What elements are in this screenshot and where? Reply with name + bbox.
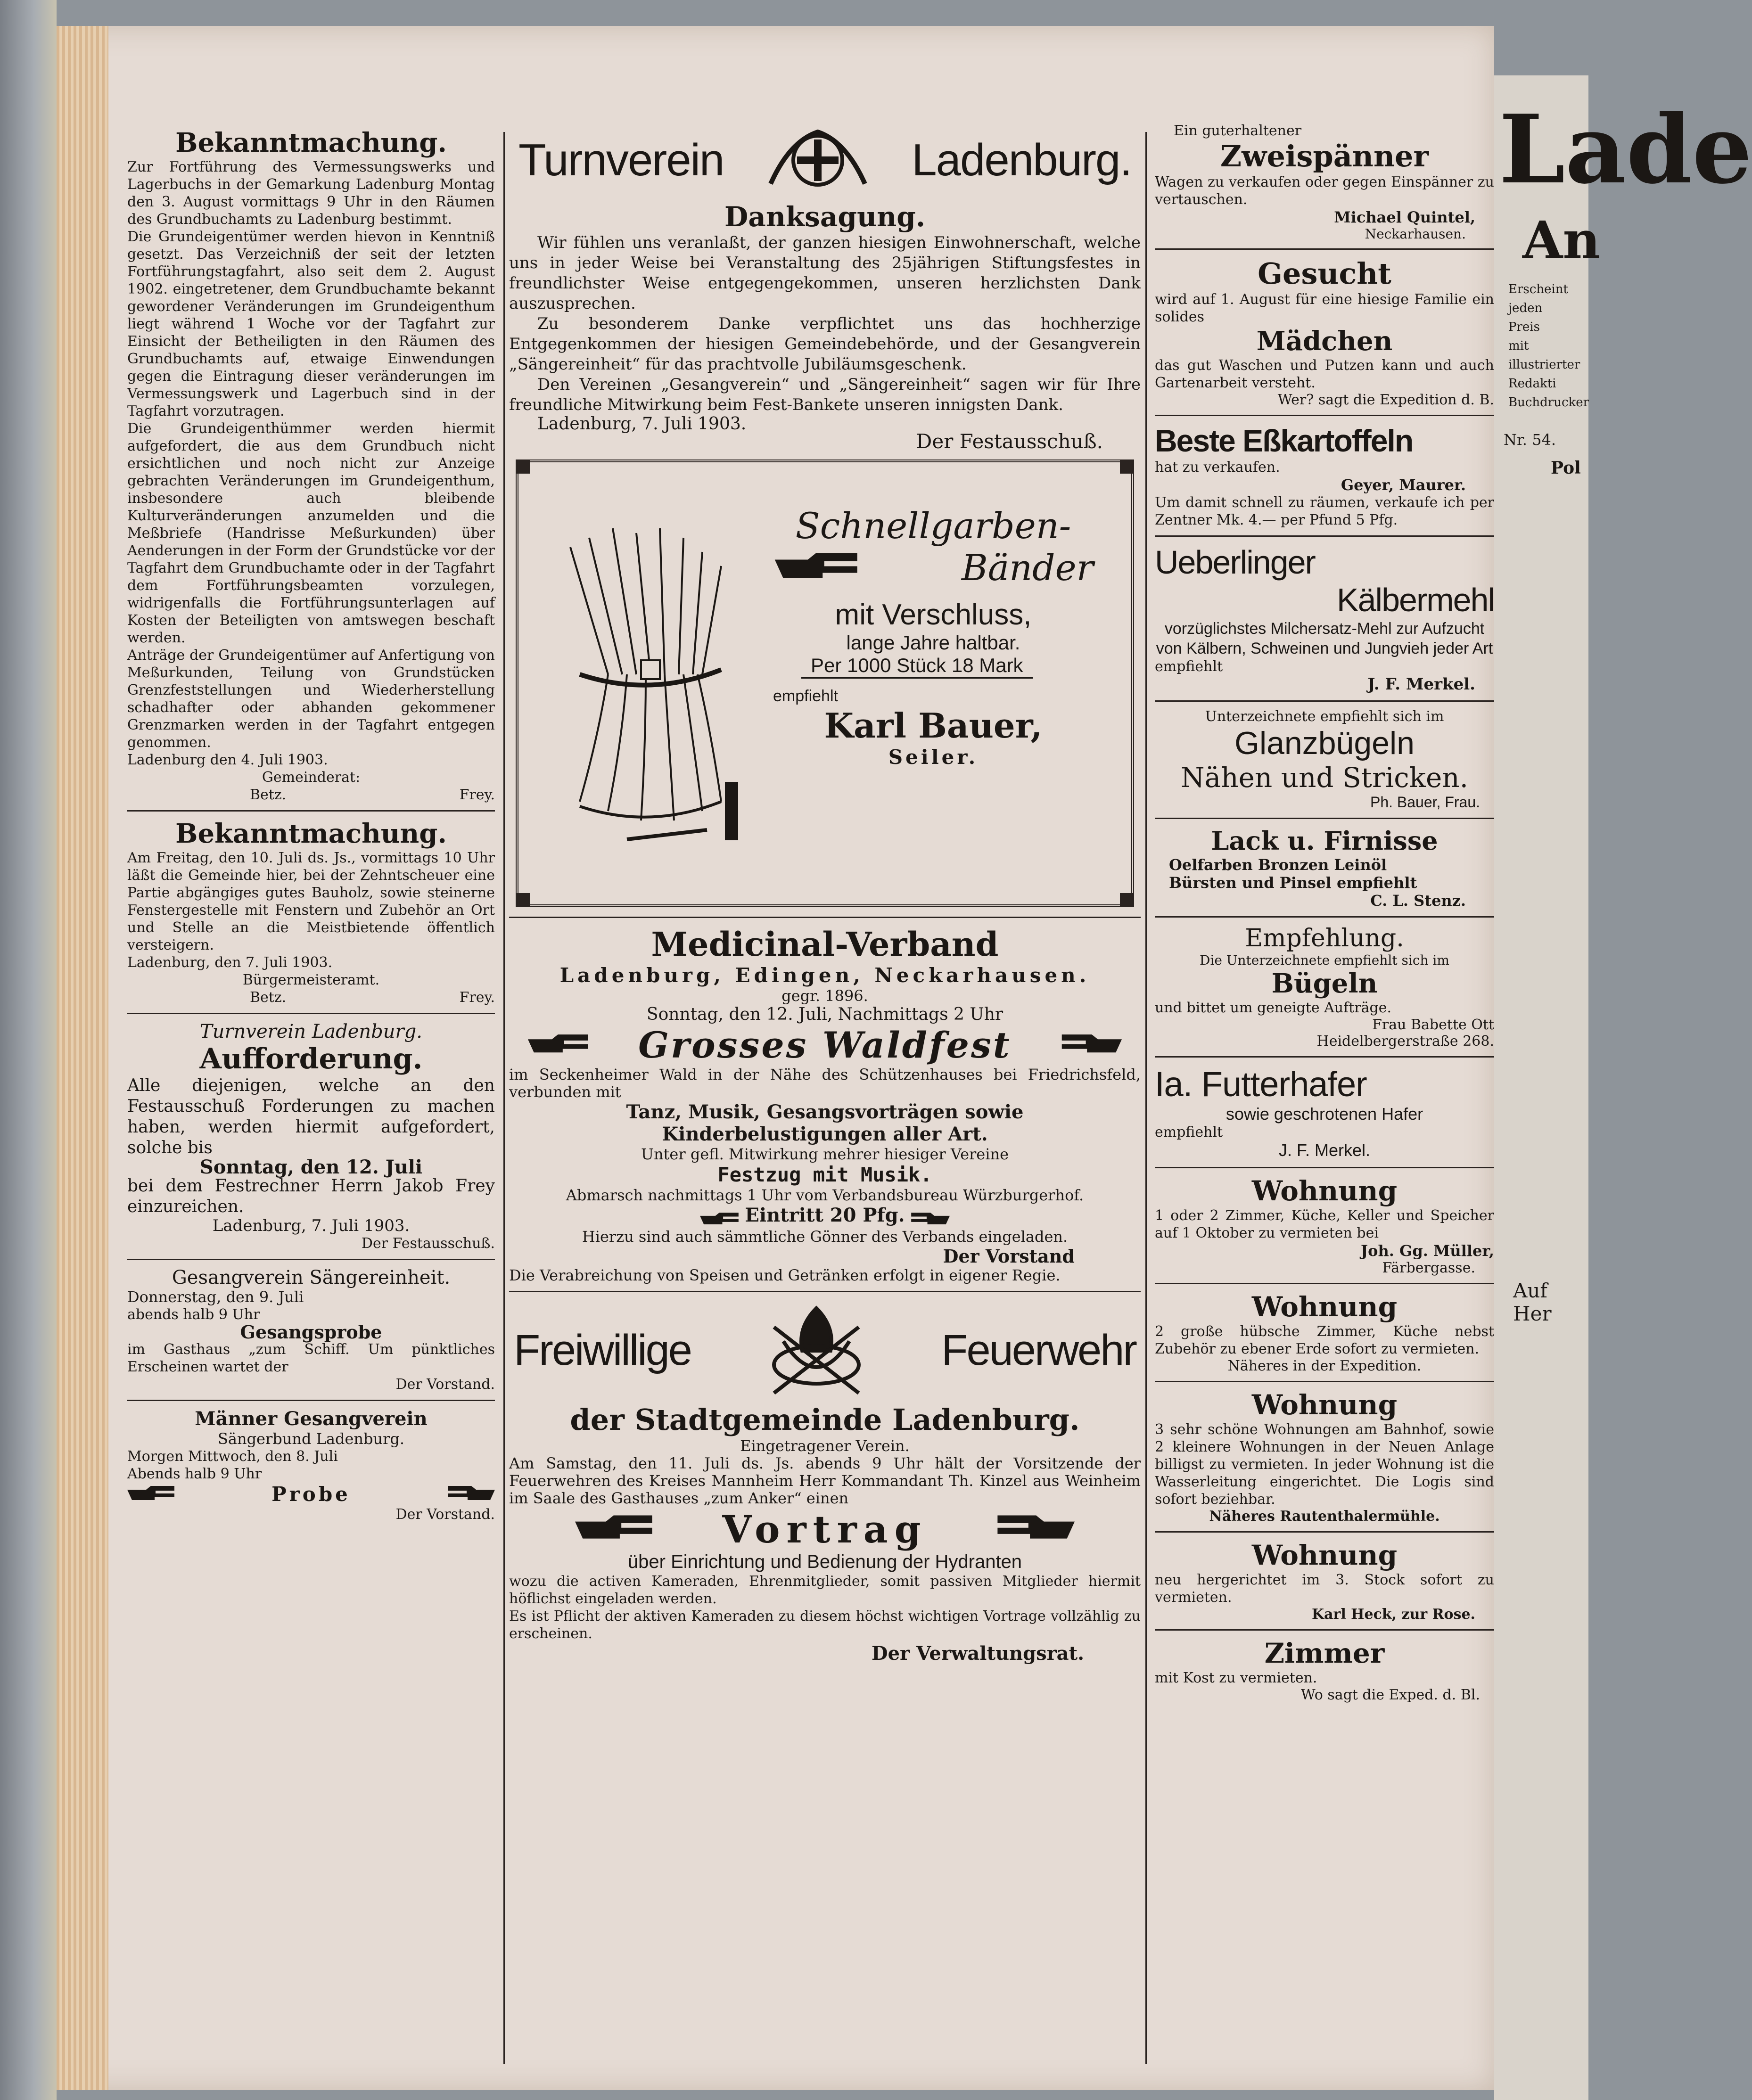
- ad-body: 2 große hübsche Zimmer, Küche nebst Zubehör zu ebener Erde sofort zu vermieten.: [1155, 1323, 1494, 1357]
- notice-date: Ladenburg, den 7. Juli 1903.: [127, 954, 333, 971]
- ad-highlight-row: [509, 1507, 1141, 1551]
- column-rule-1: [503, 132, 505, 2064]
- ad-body: Zu besonderem Danke verpflichtet uns das hochherzige Entgegenkommen der hiesigen Gemeindebehörde, und der Gesangverein „Sängereinheit“ für das prachtvolle Jubiläumsgeschenk.: [509, 314, 1141, 374]
- ad-where: Näheres Rautenthalermühle.: [1209, 1508, 1440, 1525]
- ad-sub: Eingetragener Verein.: [740, 1436, 910, 1455]
- ad-title: Danksagung.: [724, 201, 926, 233]
- ad-title: Mädchen: [1256, 326, 1393, 357]
- ad-wohnung-4: [1155, 1539, 1494, 1623]
- divider: [1155, 535, 1494, 537]
- divider: [509, 1291, 1141, 1292]
- notice-line: Donnerstag, den 9. Juli: [127, 1288, 304, 1306]
- ad-kids: Kinderbelustigungen aller Art.: [662, 1123, 988, 1145]
- notice-highlight: Probe: [271, 1483, 351, 1506]
- ad-title: der Stadtgemeinde Ladenburg.: [570, 1402, 1080, 1437]
- ad-where: Wo sagt die Exped. d. Bl.: [1300, 1687, 1480, 1703]
- pointing-hand-right-icon: [773, 551, 867, 584]
- ad-entry-row: [509, 1204, 1141, 1228]
- ad-name: J. F. Merkel.: [1278, 1140, 1371, 1160]
- notice-signature: Der Vorstand.: [395, 1506, 495, 1523]
- divider: [1155, 415, 1494, 416]
- ad-body: Am Samstag, den 11. Juli ds. Js. abends 9 Uhr hält der Vorsitzende der Feuerwehren des Kreises Mannheim Herr Kommandant Th. Kinzel aus Weinheim im Saale des Gasthauses „zum Anker“ einen: [509, 1454, 1141, 1507]
- notice-title: Aufforderung.: [199, 1042, 423, 1075]
- ad-header-left: Turnverein: [518, 135, 724, 185]
- ad-header: [509, 123, 1141, 198]
- ad-title: Wohnung: [1251, 1389, 1398, 1421]
- notice-authority: Gemeinderat:: [262, 769, 361, 786]
- notice-body: Anträge der Grundeigentümer auf Anfertigung von Meßurkunden, Teilung von Grundstücken Grenzfeststellungen und Wiederherstellung schadhafter oder abhanden gekommener Grenzmarken werden in der Tagfahrt entgegen genommen.: [127, 647, 495, 751]
- next-section: Pol: [1551, 458, 1581, 478]
- ad-title: Ueberlinger: [1155, 544, 1315, 581]
- column-3: [1155, 123, 1494, 1703]
- ad-title: Bügeln: [1271, 968, 1378, 999]
- ad-name: Michael Quintel,: [1334, 208, 1475, 226]
- ad-signature: Der Verwaltungsrat.: [871, 1642, 1084, 1665]
- notice-vermessung: [127, 127, 495, 804]
- ad-body: das gut Waschen und Putzen kann und auch Gartenarbeit versteht.: [1155, 357, 1494, 391]
- ad-program: Tanz, Musik, Gesangsvorträgen sowie: [626, 1101, 1024, 1123]
- notice-body: Zur Fortführung des Vermessungswerks und Lagerbuchs in der Gemarkung Ladenburg Montag den 3. August vormittags 9 Uhr in den Räumen des Grundbuchamts zu Ladenburg bestimmt.: [127, 159, 495, 228]
- ad-title: Ia. Futterhafer: [1155, 1065, 1367, 1104]
- notice-line: Abends halb 9 Uhr: [127, 1466, 262, 1482]
- notice-subtitle: Sängerbund Ladenburg.: [217, 1430, 405, 1448]
- ad-invite: Hierzu sind auch sämmtliche Gönner des Verbands eingeladen.: [582, 1227, 1068, 1246]
- ad-title: Beste Eßkartoffeln: [1155, 423, 1413, 458]
- ad-signature: Der Festausschuß.: [916, 430, 1103, 453]
- probe-row: [127, 1483, 495, 1506]
- ad-entry: Eintritt 20 Pfg.: [745, 1204, 905, 1226]
- ad-title: Medicinal-Verband: [651, 925, 999, 964]
- divider: [509, 917, 1141, 918]
- binding-cover: [0, 0, 57, 2100]
- divider: [1155, 1629, 1494, 1631]
- ad-medicinal-verband: [509, 925, 1141, 1284]
- divider: [127, 1259, 495, 1260]
- ad-title: Schnellgarben-: [795, 505, 1071, 547]
- page-stack-edge: [57, 26, 108, 2090]
- notice-body: Die Grundeigenthümmer werden hiermit aufgefordert, die aus dem Grundbuch nicht ersichtlichen und noch nicht zur Anzeige gebrachten Veränderungen im Grundeigenthum, insbesondere auch bleibende Kulturveränderungen anzumelden und die Meßbriefe (Handrisse Meßurkunden) über Aenderungen in der Form der Grundstücke vor der Tagfahrt dem Grundbuchamte oder in der Tagfahrt dem Fortführungsbeamten vorzulegen, widrigenfalls die Fortführungsunterlagen auf Kosten der Beteiligten von amtswegen beschaft werden.: [127, 420, 495, 646]
- turnverein-emblem-icon: [761, 123, 874, 198]
- ad-trade: Seiler.: [888, 746, 979, 769]
- ad-name: Karl Bauer,: [824, 705, 1043, 746]
- ad-gesucht: [1155, 256, 1494, 408]
- frame-corner: [1120, 459, 1134, 474]
- ad-price: Per 1000 Stück 18 Mark: [801, 654, 1033, 679]
- notice-maennergesangverein: [127, 1408, 495, 1523]
- notice-highlight: Sonntag, den 12. Juli: [199, 1156, 423, 1178]
- divider: [1155, 1167, 1494, 1168]
- ad-where: Wer? sagt die Expedition d. B.: [1277, 392, 1494, 408]
- ad-title-row: [773, 547, 1094, 589]
- ad-title: Empfehlung.: [1245, 924, 1404, 952]
- ad-pre: Ein guterhaltener: [1174, 123, 1302, 139]
- ad-kaelbermehl: [1155, 543, 1494, 694]
- ad-body: im Seckenheimer Wald in der Nähe des Schützenhauses bei Friedrichsfeld, verbunden mit: [509, 1066, 1141, 1101]
- ad-body: Wir fühlen uns veranlaßt, der ganzen hiesigen Einwohnerschaft, welche uns in jeder Weise bei Veranstaltung des 25jährigen Stiftungsfestes in freundlichster Weise entgegengekommen, unseren herzlichsten Dank auszusprechen.: [509, 233, 1141, 313]
- ad-rec: empfiehlt: [1155, 658, 1223, 675]
- ad-line: lange Jahre haltbar.: [846, 632, 1020, 654]
- ad-kartoffeln: [1155, 423, 1494, 529]
- next-story: Auf Her: [1513, 1279, 1552, 1325]
- ad-note: Die Verabreichung von Speisen und Getränken erfolgt in eigener Regie.: [509, 1266, 1061, 1284]
- next-page-sliver: [1494, 75, 1752, 2100]
- notice-turnverein: [127, 1021, 495, 1252]
- next-masthead-sub: An: [1522, 210, 1601, 271]
- ad-body: 1 oder 2 Zimmer, Küche, Keller und Speicher auf 1 Oktober zu vermieten bei: [1155, 1207, 1494, 1241]
- ad-wohnung-3: [1155, 1389, 1494, 1525]
- ad-highlight: Vortrag: [722, 1507, 928, 1551]
- ad-body: Um damit schnell zu räumen, verkaufe ich per Zentner Mk. 4.— per Pfund 5 Pfg.: [1155, 494, 1494, 528]
- ad-body: wozu die activen Kameraden, Ehrenmitglieder, somit passiven Mitglieder hiermit höflichst eingeladen werden.: [509, 1573, 1141, 1607]
- ad-where: Näheres in der Expedition.: [1227, 1358, 1422, 1374]
- ad-feuerwehr: [509, 1299, 1141, 1665]
- notice-signature: Der Festausschuß.: [361, 1235, 495, 1252]
- notice-signature: Der Vorstand.: [395, 1376, 495, 1393]
- notice-line: abends halb 9 Uhr: [127, 1306, 260, 1323]
- divider: [1155, 916, 1494, 918]
- ad-title: Zweispänner: [1220, 139, 1429, 173]
- ad-line: Bürsten und Pinsel empfiehlt: [1169, 874, 1417, 892]
- ad-body: hat zu verkaufen.: [1155, 459, 1280, 476]
- ad-signature: Der Vorstand: [943, 1245, 1075, 1267]
- notice-signatures: Betz. Frey.: [250, 787, 495, 803]
- ad-title: Nähen und Stricken.: [1180, 762, 1469, 794]
- ad-name: Frau Babette Ott: [1372, 1017, 1494, 1033]
- notice-date: Ladenburg den 4. Juli 1903.: [127, 752, 328, 768]
- ad-schnellgarben: [516, 459, 1134, 907]
- column-2: [509, 123, 1141, 1665]
- ad-parade: Festzug mit Musik.: [717, 1163, 932, 1186]
- divider: [127, 1013, 495, 1014]
- next-masthead: Lade: [1499, 94, 1752, 205]
- notice-body: Am Freitag, den 10. Juli ds. Js., vormittags 10 Uhr läßt die Gemeinde hier, bei der Zehntscheuer eine Partie abgängiges gutes Bauholz, sowie steinerne Fenstergestelle mit Fenstern und Zubehör an Ort und Stelle an die Meistbietende öffentlich versteigern.: [127, 850, 495, 953]
- divider: [127, 1400, 495, 1401]
- column-1: [127, 127, 495, 1523]
- pointing-hand-right-icon: [575, 1514, 660, 1545]
- ad-body: sowie geschrotenen Hafer: [1226, 1104, 1423, 1124]
- ad-pre: Unterzeichnete empfiehlt sich im: [1205, 708, 1444, 725]
- ad-name: Joh. Gg. Müller,: [1360, 1242, 1494, 1260]
- ad-place: Neckarhausen.: [1365, 226, 1466, 242]
- ad-departure: Abmarsch nachmittags 1 Uhr vom Verbandsbureau Würzburgerhof.: [566, 1186, 1084, 1204]
- ad-header-right: Ladenburg.: [912, 135, 1131, 185]
- ad-name: Ph. Bauer, Frau.: [1370, 794, 1480, 811]
- notice-saengereinheit: [127, 1267, 495, 1393]
- pointing-hand-right-icon: [127, 1485, 179, 1504]
- ad-when: Sonntag, den 12. Juli, Nachmittags 2 Uhr: [646, 1005, 1003, 1024]
- ad-line: mit Verschluss,: [835, 599, 1032, 631]
- ad-name: J. F. Merkel.: [1367, 675, 1475, 694]
- ad-body: und bittet um geneigte Aufträge.: [1155, 1000, 1391, 1016]
- ad-body: 3 sehr schöne Wohnungen am Bahnhof, sowie 2 kleinere Wohnungen in der Neuen Anlage billigst zu vermieten. In jeder Wohnung ist die Wasserleitung eingerichtet. Die Logis sind sofort beziehbar.: [1155, 1421, 1494, 1508]
- notice-versteigerung: [127, 818, 495, 1006]
- ad-wohnung-2: [1155, 1291, 1494, 1374]
- ad-body: Es ist Pflicht der aktiven Kameraden zu diesem höchst wichtigen Vortrage vollzählig zu erscheinen.: [509, 1608, 1141, 1642]
- divider: [1155, 1381, 1494, 1382]
- next-header-lines: Erscheint jeden Preis mit illustrierter Redakti Buchdrucker: [1508, 282, 1589, 410]
- pointing-hand-left-icon: [990, 1514, 1075, 1545]
- ad-body: vorzüglichstes Milchersatz-Mehl zur Aufzucht von Kälbern, Schweinen und Jungvieh jeder Art: [1156, 620, 1493, 657]
- ad-title: Gesucht: [1258, 256, 1391, 291]
- sheaf-illustration-icon: [551, 519, 749, 849]
- notice-date: Ladenburg, 7. Juli 1903.: [212, 1216, 410, 1235]
- ad-zweispaenner: [1155, 123, 1494, 242]
- pointing-hand-left-icon: [1056, 1031, 1122, 1059]
- pointing-hand-right-icon: [700, 1212, 742, 1228]
- ad-lack: [1155, 826, 1494, 910]
- pointing-hand-left-icon: [443, 1485, 495, 1504]
- fire-brigade-emblem-icon: [755, 1299, 878, 1403]
- ad-glanzbuegeln: [1155, 708, 1494, 811]
- frame-corner: [1120, 893, 1134, 907]
- ad-header-right: Feuerwehr: [941, 1326, 1136, 1374]
- ad-body: wird auf 1. August für eine hiesige Familie ein solides: [1155, 291, 1494, 325]
- ad-title: Wohnung: [1251, 1539, 1398, 1571]
- divider: [127, 810, 495, 812]
- notice-body: Die Grundeigentümer werden hievon in Kenntniß gesetzt. Das Verzeichniß der seit der letzten Fortführungstagfahrt, also seit dem 2. August 1902. eingetretener, dem Grundbuchamte bekannt gewordener Veränderungen im Grundeigenthum liegt während 1 Woche vor der Tagfahrt zur Einsicht der Betheiligten in den Räumen des Grundbuchamts auf, etwaige Einwendungen gegen die Eintragung dieser veränderungen im Vermessungswerk und Lagerbuch sind in der Tagfahrt vorzutragen.: [127, 229, 495, 419]
- ad-header-left: Freiwillige: [514, 1326, 691, 1374]
- notice-title: Gesangverein Sängereinheit.: [172, 1267, 451, 1288]
- notice-body: im Gasthaus „zum Schiff. Um pünktliches Erscheinen wartet der: [127, 1341, 495, 1375]
- ad-body: mit Kost zu vermieten.: [1155, 1670, 1317, 1686]
- divider: [1155, 1283, 1494, 1284]
- divider: [1155, 1531, 1494, 1533]
- ad-title: Wohnung: [1251, 1291, 1398, 1323]
- ad-date: Ladenburg, 7. Juli 1903.: [537, 414, 747, 434]
- ad-pre: Die Unterzeichnete empfiehlt sich im: [1200, 952, 1449, 968]
- notice-body: Alle diejenigen, welche an den Festausschuß Forderungen zu machen haben, werden hiermit aufgefordert, solche bis: [127, 1076, 495, 1157]
- ad-title: Kälbermehl: [1336, 582, 1494, 618]
- ad-rec: empfiehlt: [1155, 1124, 1223, 1140]
- ad-title: Zimmer: [1264, 1637, 1385, 1669]
- ad-name: Karl Heck, zur Rose.: [1312, 1606, 1475, 1623]
- divider: [1155, 1056, 1494, 1058]
- ad-support: Unter gefl. Mitwirkung mehrer hiesiger Vereine: [641, 1145, 1009, 1163]
- ad-name: Geyer, Maurer.: [1341, 476, 1466, 494]
- ad-title: Bänder: [961, 547, 1094, 589]
- notice-title: Bekanntmachung.: [175, 127, 447, 158]
- ad-founded: gegr. 1896.: [781, 987, 868, 1005]
- ad-title: Glanzbügeln: [1234, 725, 1415, 761]
- notice-title: Bekanntmachung.: [175, 818, 447, 849]
- ad-event: Grosses Waldfest: [638, 1024, 1012, 1066]
- ad-wohnung-1: [1155, 1175, 1494, 1276]
- ad-text-block: [773, 505, 1094, 769]
- frame-corner: [516, 459, 530, 474]
- ad-name: C. L. Stenz.: [1370, 892, 1466, 910]
- ad-empfehlung: [1155, 924, 1494, 1050]
- divider: [1155, 818, 1494, 819]
- notice-org: Turnverein Ladenburg.: [200, 1021, 422, 1042]
- ad-title: Wohnung: [1251, 1175, 1398, 1207]
- ad-places: Ladenburg, Edingen, Neckarhausen.: [559, 964, 1090, 987]
- ad-body: Wagen zu verkaufen oder gegen Einspänner zu vertauschen.: [1155, 174, 1494, 208]
- ad-line: Oelfarben Bronzen Leinöl: [1169, 856, 1387, 874]
- pointing-hand-right-icon: [528, 1031, 594, 1059]
- next-issue: Nr. 54.: [1504, 431, 1556, 449]
- divider: [1155, 248, 1494, 250]
- ad-topic: über Einrichtung und Bedienung der Hydranten: [627, 1551, 1022, 1572]
- ad-zimmer: [1155, 1637, 1494, 1703]
- ad-futterhafer: [1155, 1064, 1494, 1160]
- frame-corner: [516, 893, 530, 907]
- notice-body: bei dem Festrechner Herrn Jakob Frey einzureichen.: [127, 1176, 495, 1216]
- ad-event-row: [509, 1024, 1141, 1066]
- pointing-hand-left-icon: [907, 1212, 950, 1228]
- ad-body: Den Vereinen „Gesangverein“ und „Sängereinheit“ sagen wir für Ihre freundliche Mitwirkung beim Fest-Bankete unseren innigsten Dank.: [509, 375, 1141, 414]
- ad-body: neu hergerichtet im 3. Stock sofort zu vermieten.: [1155, 1572, 1494, 1606]
- ad-header: [509, 1299, 1141, 1403]
- column-rule-2: [1145, 132, 1147, 2064]
- notice-title: Männer Gesangverein: [195, 1408, 428, 1430]
- ad-address: Heidelbergerstraße 268.: [1316, 1033, 1494, 1050]
- notice-signatures: Betz. Frey.: [250, 989, 495, 1006]
- divider: [1155, 700, 1494, 702]
- ad-turnverein-danksagung: [509, 123, 1141, 453]
- notice-line: Morgen Mittwoch, den 8. Juli: [127, 1448, 338, 1465]
- ad-recommends: empfiehlt: [773, 687, 838, 705]
- ad-trade: Färbergasse.: [1382, 1260, 1475, 1276]
- notice-authority: Bürgermeisteramt.: [242, 972, 380, 988]
- ad-title: Lack u. Firnisse: [1211, 826, 1438, 856]
- notice-highlight: Gesangsprobe: [240, 1321, 382, 1343]
